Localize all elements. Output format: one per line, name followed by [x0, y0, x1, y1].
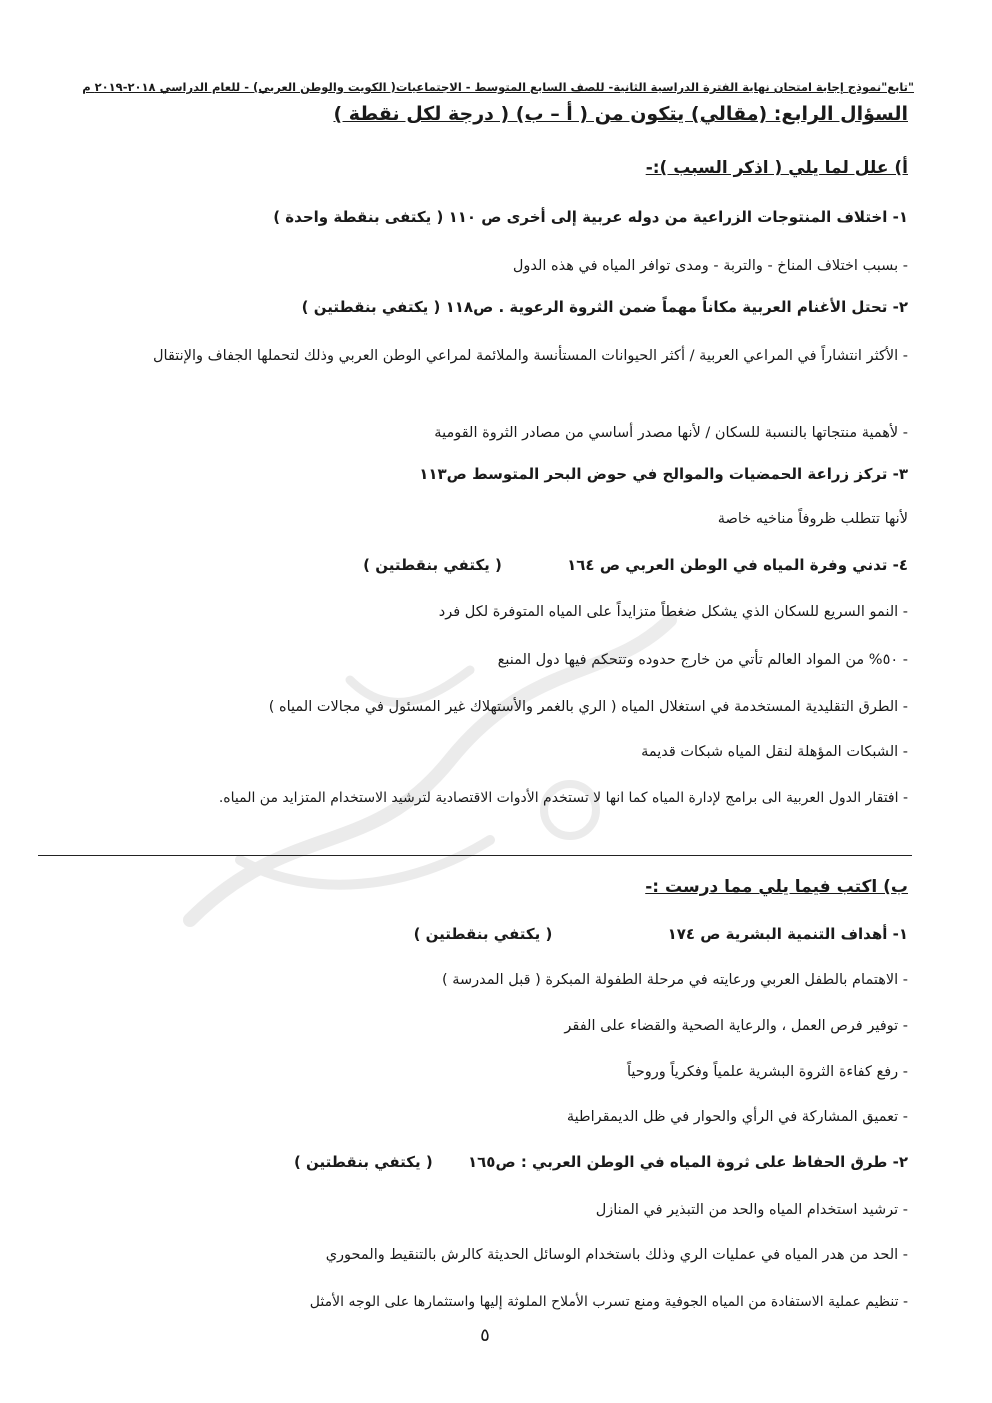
- part-b-q1-answer-1: - الاهتمام بالطفل العربي ورعايته في مرحلة الطفولة المبكرة ( قبل المدرسة ): [441, 972, 908, 988]
- part-b-q2-text: ٢- طرق الحفاظ على ثروة المياه في الوطن العربي : ص١٦٥: [467, 1153, 908, 1171]
- part-b-q2: [294, 1153, 908, 1171]
- part-b-q1-note: ( يكتفي بنقطتين ): [413, 925, 553, 943]
- part-a-q4-answer-5: - افتقار الدول العربية الى برامج لإدارة المياه كما انها لا تستخدم الأدوات الاقتصادية لترشيد الاستخدام المتزايد من المياه.: [218, 790, 908, 806]
- part-a-q3-answer-1: لأنها تتطلب ظروفاً مناخيه خاصة: [717, 511, 908, 527]
- part-a-heading: أ) علل لما يلي ( اذكر السبب ):-: [645, 158, 908, 178]
- watermark-calligraphy: [150, 560, 710, 980]
- page-number: ٥: [480, 1325, 490, 1346]
- part-a-q4-answer-4: - الشبكات المؤهلة لنقل المياه شبكات قديمة: [641, 744, 908, 760]
- part-b-q2-answer-3: - تنظيم عملية الاستفادة من المياه الجوفية ومنع تسرب الأملاح الملوثة إليها واستثمارها على الوجه الأمثل: [309, 1294, 908, 1310]
- part-a-q4-note: ( يكتفي بنقطتين ): [363, 556, 502, 574]
- part-a-q4: [363, 556, 908, 574]
- part-b-q2-note: ( يكتفي بنقطتين ): [293, 1153, 433, 1171]
- part-a-q2-answer-2: - لأهمية منتجاتها بالنسبة للسكان / لأنها مصدر أساسي من مصادر الثروة القومية: [434, 425, 908, 441]
- part-a-q1-answer-1: - بسبب اختلاف المناخ - والتربة - ومدى توافر المياه في هذه الدول: [512, 258, 908, 274]
- exam-header: "تابع"نموذج إجابة امتحان نهاية الفترة الدراسية الثانية- للصف السابع المتوسط - الاجتماعيات( الكويت والوطن العربي) - للعام الدراسي ٢٠١٨-٢٠١٩ م: [82, 80, 914, 94]
- part-a-q4-answer-2: - ٥٠% من المواد العالم تأتي من خارج حدوده وتتحكم فيها دول المنبع: [497, 652, 908, 668]
- part-b-heading: ب) اكتب فيما يلي مما درست :-: [645, 877, 908, 897]
- part-b-q1-answer-2: - توفير فرص العمل ، والرعاية الصحية والقضاء على الفقر: [564, 1018, 908, 1034]
- part-b-q1-answer-3: - رفع كفاءة الثروة البشرية علمياً وفكرياً وروحياً: [627, 1064, 908, 1080]
- question-title: السؤال الرابع: (مقالي) يتكون من ( أ – ب) ( درجة لكل نقطة ): [333, 103, 908, 125]
- part-b-q1-text: ١- أهداف التنمية البشرية ص ١٧٤: [667, 925, 908, 943]
- part-a-q3: ٣- تركز زراعة الحمضيات والموالح في حوض البحر المتوسط ص١١٣: [419, 465, 908, 483]
- part-a-q4-answer-3: - الطرق التقليدية المستخدمة في استغلال المياه ( الري بالغمر والأستهلاك غير المسئول في مجالات المياه ): [268, 699, 908, 715]
- part-b-q1: [414, 925, 908, 943]
- part-a-q2: ٢- تحتل الأغنام العربية مكاناً مهماً ضمن الثروة الرعوية . ص١١٨ ( يكتفي بنقطتين ): [301, 298, 908, 316]
- part-a-q4-text: ٤- تدني وفرة المياه في الوطن العربي ص ١٦٤: [567, 556, 908, 574]
- part-a-q2-answer-1: - الأكثر انتشاراً في المراعي العربية / أكثر الحيوانات المستأنسة والملائمة لمراعي الوطن العربي وذلك لتحملها الجفاف والإنتقال: [153, 348, 908, 364]
- part-a-q1: ١- اختلاف المنتوجات الزراعية من دوله عربية إلى أخرى ص ١١٠ ( يكتفى بنقطة واحدة ): [273, 208, 908, 226]
- part-b-q1-answer-4: - تعميق المشاركة في الرأي والحوار في ظل الديمقراطية: [566, 1109, 908, 1125]
- section-divider: [38, 855, 912, 856]
- part-b-q2-answer-2: - الحد من هدر المياه في عمليات الري وذلك باستخدام الوسائل الحديثة كالرش بالتنقيط والمحوري: [325, 1247, 908, 1263]
- part-a-q4-answer-1: - النمو السريع للسكان الذي يشكل ضغطاً متزايداً على المياه المتوفرة لكل فرد: [438, 604, 908, 620]
- part-b-q2-answer-1: - ترشيد استخدام المياه والحد من التبذير في المنازل: [595, 1202, 908, 1218]
